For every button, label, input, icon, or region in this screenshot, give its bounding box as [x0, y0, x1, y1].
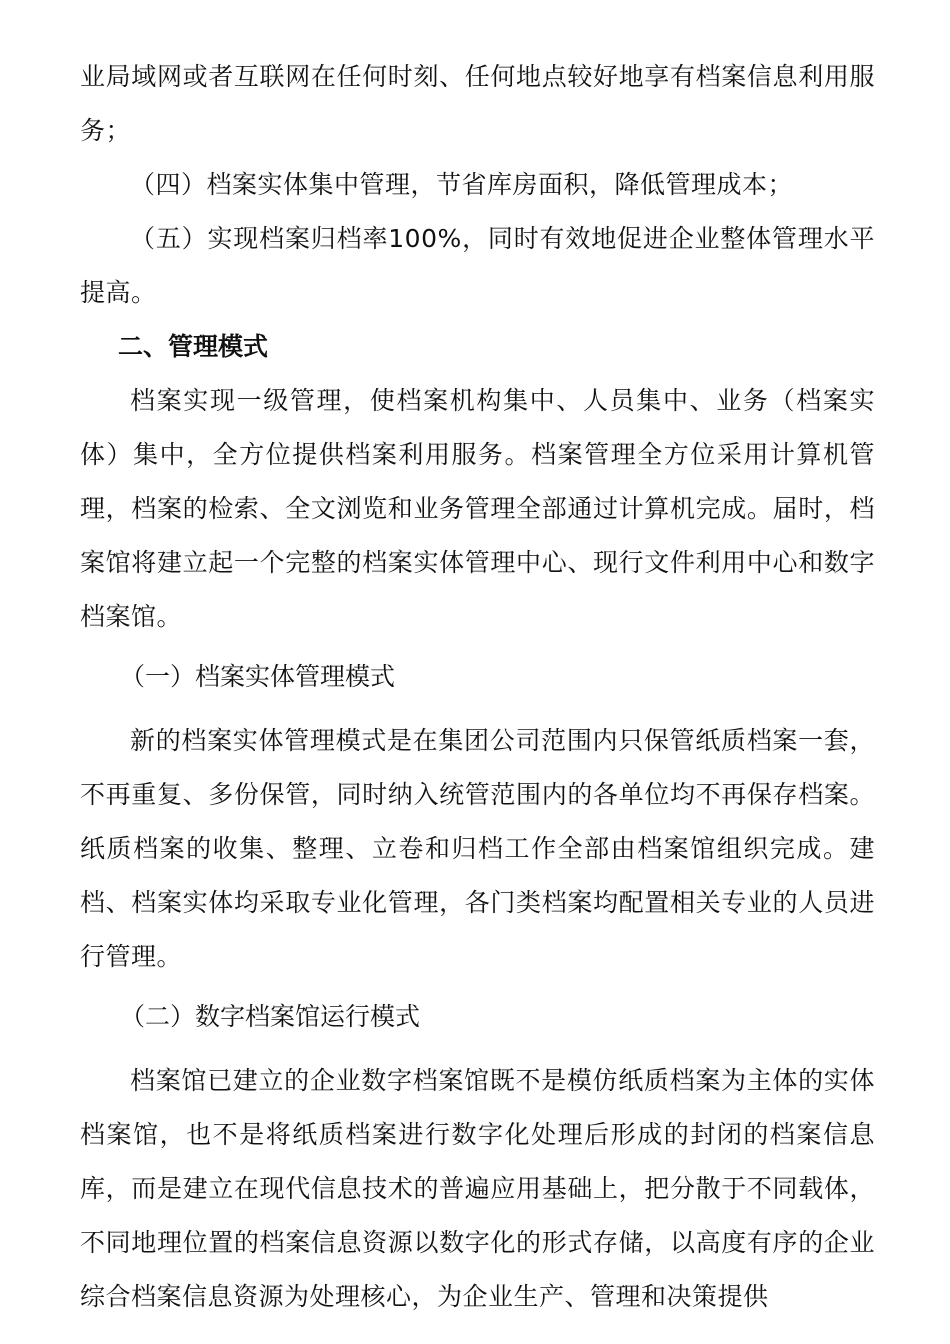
paragraph-entity-management: 新的档案实体管理模式是在集团公司范围内只保管纸质档案一套，不再重复、多份保管，同时纳入统管范围内的各单位均不再保存档案。纸质档案的收集、整理、立卷和归档工作全部由档案馆组织完成。建档、档案实体均采取专业化管理，各门类档案均配置相关专业的人员进行管理。: [80, 726, 875, 971]
subheading-entity-management: （一）档案实体管理模式: [120, 662, 396, 691]
document-page: [80, 50, 875, 1324]
paragraph-management-overview: 档案实现一级管理，使档案机构集中、人员集中、业务（档案实体）集中，全方位提供档案利用服务。档案管理全方位采用计算机管理，档案的检索、全文浏览和业务管理全部通过计算机完成。届时，档案馆将建立起一个完整的档案实体管理中心、现行文件利用中心和数字档案馆。: [80, 386, 875, 631]
paragraph-item-five: （五）实现档案归档率100%，同时有效地促进企业整体管理水平提高。: [80, 224, 875, 307]
paragraph-item-four: （四）档案实体集中管理，节省库房面积，降低管理成本；: [130, 170, 794, 199]
paragraph-continuation: 业局域网或者互联网在任何时刻、任何地点较好地享有档案信息利用服务；: [80, 62, 875, 145]
subheading-digital-archive: （二）数字档案馆运行模式: [120, 1002, 421, 1031]
section-heading-management-mode: 二、管理模式: [118, 332, 269, 361]
paragraph-digital-archive: 档案馆已建立的企业数字档案馆既不是模仿纸质档案为主体的实体档案馆，也不是将纸质档案进行数字化处理后形成的封闭的档案信息库，而是建立在现代信息技术的普遍应用基础上，把分散于不同载体，不同地理位置的档案信息资源以数字化的形式存储，以高度有序的企业综合档案信息资源为处理核心，为企业生产、管理和决策提供: [80, 1066, 875, 1311]
